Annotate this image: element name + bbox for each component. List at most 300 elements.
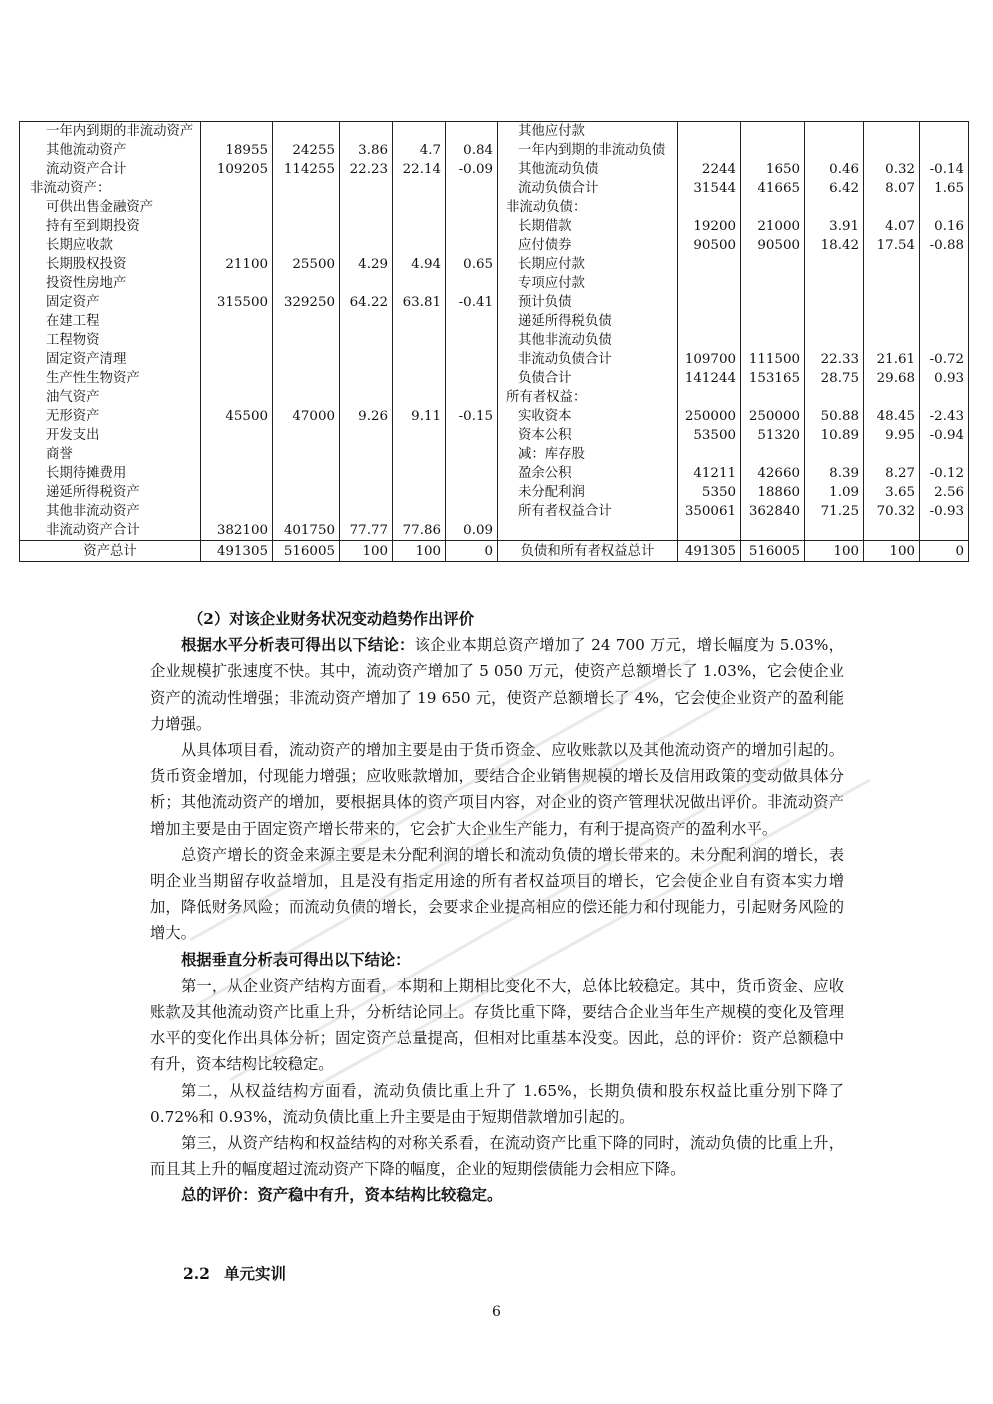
item-name-cell: 油气资产 — [20, 388, 201, 407]
value-cell — [864, 331, 920, 350]
value-cell: 70.32 — [864, 502, 920, 521]
value-cell: 10.89 — [805, 426, 864, 445]
value-cell — [273, 179, 340, 198]
item-name-cell: 流动资产合计 — [20, 160, 201, 179]
value-cell — [805, 388, 864, 407]
value-cell: 0.65 — [446, 255, 498, 274]
value-cell — [805, 293, 864, 312]
value-cell — [340, 198, 393, 217]
subsection-heading: （2）对该企业财务状况变动趋势作出评价 — [188, 610, 474, 628]
value-cell — [446, 274, 498, 293]
section-number: 2.2 — [183, 1264, 210, 1283]
section-heading — [183, 1262, 300, 1284]
item-name-cell: 应付债券 — [498, 236, 678, 255]
item-name-cell: 无形资产 — [20, 407, 201, 426]
item-name-cell: 其他非流动负债 — [498, 331, 678, 350]
value-cell: 3.86 — [340, 141, 393, 160]
value-cell — [340, 179, 393, 198]
item-name-cell: 投资性房地产 — [20, 274, 201, 293]
value-cell: 22.14 — [393, 160, 446, 179]
value-cell — [393, 445, 446, 464]
value-cell: 315500 — [201, 293, 273, 312]
table-row — [20, 407, 969, 426]
table-row — [20, 141, 969, 160]
value-cell: 382100 — [201, 521, 273, 541]
value-cell: 17.54 — [864, 236, 920, 255]
value-cell — [446, 198, 498, 217]
value-cell — [273, 122, 340, 142]
table-row — [20, 388, 969, 407]
item-name-cell: 持有至到期投资 — [20, 217, 201, 236]
value-cell — [340, 502, 393, 521]
table-row — [20, 521, 969, 541]
value-cell — [393, 369, 446, 388]
table-row — [20, 217, 969, 236]
value-cell — [741, 122, 805, 142]
value-cell — [678, 122, 741, 142]
value-cell — [446, 464, 498, 483]
item-name-cell: 固定资产 — [20, 293, 201, 312]
value-cell — [864, 388, 920, 407]
item-name-cell: 非流动资产合计 — [20, 521, 201, 541]
paragraph-specific-items: 从具体项目看，流动资产的增加主要是由于货币资金、应收账款以及其他流动资产的增加引起的。货币资金增加，付现能力增强；应收账款增加，要结合企业销售规模的增长及信用政策的变动做具体分析；其他流动资产的增加，要根据具体的资产项目内容，对企业的资产管理状况做出评价。非流动资产增加主要是由于固定资产增长带来的，它会扩大企业生产能力，有利于提高资产的盈利水平。 — [150, 741, 844, 838]
value-cell — [920, 141, 969, 160]
value-cell — [805, 331, 864, 350]
value-cell — [393, 464, 446, 483]
value-cell: -0.94 — [920, 426, 969, 445]
item-name-cell: 非流动负债： — [498, 198, 678, 217]
item-name-cell: 其他流动资产 — [20, 141, 201, 160]
value-cell — [864, 445, 920, 464]
value-cell — [273, 350, 340, 369]
value-cell: 64.22 — [340, 293, 393, 312]
value-cell: 8.27 — [864, 464, 920, 483]
item-name-cell: 专项应付款 — [498, 274, 678, 293]
value-cell: 100 — [805, 541, 864, 562]
value-cell: 516005 — [273, 541, 340, 562]
value-cell — [393, 331, 446, 350]
value-cell — [920, 521, 969, 541]
value-cell — [741, 255, 805, 274]
table-row — [20, 293, 969, 312]
value-cell: 362840 — [741, 502, 805, 521]
value-cell: 77.77 — [340, 521, 393, 541]
table-total-row — [20, 541, 969, 562]
value-cell: 9.95 — [864, 426, 920, 445]
value-cell — [201, 217, 273, 236]
value-cell: -2.43 — [920, 407, 969, 426]
value-cell: 18955 — [201, 141, 273, 160]
value-cell — [273, 426, 340, 445]
value-cell — [201, 464, 273, 483]
value-cell: 0.46 — [805, 160, 864, 179]
value-cell — [446, 483, 498, 502]
value-cell: 51320 — [741, 426, 805, 445]
table-row — [20, 369, 969, 388]
item-name-cell: 一年内到期的非流动资产 — [20, 122, 201, 142]
value-cell: 250000 — [678, 407, 741, 426]
value-cell: 3.65 — [864, 483, 920, 502]
value-cell — [393, 217, 446, 236]
value-cell — [340, 217, 393, 236]
value-cell: 350061 — [678, 502, 741, 521]
value-cell: 31544 — [678, 179, 741, 198]
item-name-cell: 一年内到期的非流动负债 — [498, 141, 678, 160]
value-cell — [273, 236, 340, 255]
value-cell — [446, 388, 498, 407]
value-cell — [864, 312, 920, 331]
value-cell: 1.65 — [920, 179, 969, 198]
value-cell — [201, 388, 273, 407]
value-cell: 329250 — [273, 293, 340, 312]
table-row — [20, 464, 969, 483]
value-cell — [741, 445, 805, 464]
value-cell: 90500 — [741, 236, 805, 255]
value-cell — [340, 331, 393, 350]
value-cell — [741, 521, 805, 541]
value-cell — [920, 255, 969, 274]
value-cell — [446, 426, 498, 445]
value-cell — [273, 217, 340, 236]
value-cell — [340, 350, 393, 369]
value-cell — [340, 464, 393, 483]
value-cell — [273, 502, 340, 521]
value-cell: 0 — [920, 541, 969, 562]
paragraph-equity-structure: 第二，从权益结构方面看，流动负债比重上升了 1.65%，长期负债和股东权益比重分别下降了 0.72%和 0.93%，流动负债比重上升主要是由于短期借款增加引起的。 — [150, 1081, 844, 1126]
value-cell: 0.09 — [446, 521, 498, 541]
value-cell — [393, 198, 446, 217]
value-cell — [678, 198, 741, 217]
value-cell: 109700 — [678, 350, 741, 369]
value-cell: 8.39 — [805, 464, 864, 483]
item-name-cell: 长期股权投资 — [20, 255, 201, 274]
paragraph-horizontal-analysis — [150, 632, 844, 737]
value-cell — [805, 141, 864, 160]
value-cell: 28.75 — [805, 369, 864, 388]
value-cell — [864, 122, 920, 142]
value-cell — [393, 483, 446, 502]
item-name-cell: 其他流动负债 — [498, 160, 678, 179]
table-body — [20, 122, 969, 562]
item-name-cell: 未分配利润 — [498, 483, 678, 502]
value-cell — [741, 141, 805, 160]
value-cell — [201, 122, 273, 142]
item-name-cell: 长期应收款 — [20, 236, 201, 255]
value-cell — [678, 141, 741, 160]
value-cell — [340, 388, 393, 407]
value-cell: -0.12 — [920, 464, 969, 483]
value-cell — [920, 274, 969, 293]
value-cell: 22.23 — [340, 160, 393, 179]
table-row — [20, 179, 969, 198]
table-row — [20, 483, 969, 502]
value-cell: 0.32 — [864, 160, 920, 179]
value-cell — [446, 445, 498, 464]
value-cell — [446, 312, 498, 331]
value-cell: 48.45 — [864, 407, 920, 426]
value-cell: 9.11 — [393, 407, 446, 426]
value-cell: 42660 — [741, 464, 805, 483]
value-cell — [805, 521, 864, 541]
value-cell: -0.88 — [920, 236, 969, 255]
value-cell: 41211 — [678, 464, 741, 483]
table-row — [20, 331, 969, 350]
value-cell: 100 — [393, 541, 446, 562]
value-cell: 100 — [864, 541, 920, 562]
value-cell — [446, 331, 498, 350]
item-name-cell: 生产性生物资产 — [20, 369, 201, 388]
value-cell: 22.33 — [805, 350, 864, 369]
value-cell: 0.16 — [920, 217, 969, 236]
value-cell — [201, 274, 273, 293]
value-cell — [201, 198, 273, 217]
value-cell — [446, 217, 498, 236]
value-cell — [393, 236, 446, 255]
value-cell — [340, 312, 393, 331]
value-cell — [273, 445, 340, 464]
value-cell: 41665 — [741, 179, 805, 198]
value-cell: 90500 — [678, 236, 741, 255]
item-name-cell: 负债合计 — [498, 369, 678, 388]
balance-sheet-analysis-table — [19, 121, 969, 562]
value-cell — [273, 483, 340, 502]
value-cell: 2244 — [678, 160, 741, 179]
value-cell — [920, 445, 969, 464]
value-cell — [340, 426, 393, 445]
value-cell: 19200 — [678, 217, 741, 236]
value-cell: 9.26 — [340, 407, 393, 426]
horizontal-analysis-body: 该企业本期总资产增加了 24 700 万元，增长幅度为 5.03%，企业规模扩张速度不快。其中，流动资产增加了 5 050 万元，使资产总额增长了 1.03%，它会使企业资产的流动性增强；非流动资产增加了 19 650 元，使资产总额增长了 4%，它会使企业资产的盈利能力增强。 — [150, 636, 844, 733]
value-cell — [340, 445, 393, 464]
item-name-cell: 所有者权益： — [498, 388, 678, 407]
value-cell — [446, 179, 498, 198]
table-row — [20, 502, 969, 521]
value-cell — [741, 198, 805, 217]
item-name-cell: 其他非流动资产 — [20, 502, 201, 521]
page-number: 6 — [492, 1304, 501, 1320]
value-cell: 100 — [340, 541, 393, 562]
value-cell — [273, 388, 340, 407]
value-cell — [273, 274, 340, 293]
value-cell — [741, 274, 805, 293]
value-cell — [678, 445, 741, 464]
value-cell — [446, 122, 498, 142]
value-cell: 250000 — [741, 407, 805, 426]
value-cell: 21.61 — [864, 350, 920, 369]
value-cell: 4.29 — [340, 255, 393, 274]
value-cell — [741, 293, 805, 312]
table-row — [20, 122, 969, 142]
table-row — [20, 426, 969, 445]
value-cell — [273, 464, 340, 483]
value-cell: 50.88 — [805, 407, 864, 426]
value-cell — [805, 312, 864, 331]
value-cell — [678, 312, 741, 331]
item-name-cell: 固定资产清理 — [20, 350, 201, 369]
table-row — [20, 236, 969, 255]
value-cell — [201, 312, 273, 331]
value-cell: 5350 — [678, 483, 741, 502]
item-name-cell: 流动负债合计 — [498, 179, 678, 198]
item-name-cell: 工程物资 — [20, 331, 201, 350]
value-cell — [864, 293, 920, 312]
value-cell — [805, 122, 864, 142]
value-cell — [340, 274, 393, 293]
item-name-cell: 其他应付款 — [498, 122, 678, 142]
value-cell — [678, 293, 741, 312]
value-cell: 24255 — [273, 141, 340, 160]
value-cell — [273, 369, 340, 388]
value-cell — [678, 331, 741, 350]
paragraph-funding-sources: 总资产增长的资金来源主要是未分配利润的增长和流动负债的增长带来的。未分配利润的增长，表明企业当期留存收益增加，且是没有指定用途的所有者权益项目的增长，它会使企业自有资本实力增加，降低财务风险；而流动负债的增长，会要求企业提高相应的偿还能力和付现能力，引起财务风险的增大。 — [150, 845, 844, 943]
value-cell: 401750 — [273, 521, 340, 541]
value-cell — [446, 236, 498, 255]
item-name-cell: 长期借款 — [498, 217, 678, 236]
value-cell — [864, 255, 920, 274]
item-name-cell — [498, 521, 678, 541]
value-cell — [805, 255, 864, 274]
item-name-cell: 开发支出 — [20, 426, 201, 445]
value-cell — [920, 122, 969, 142]
analysis-text — [150, 606, 844, 1209]
value-cell: 1.09 — [805, 483, 864, 502]
value-cell — [864, 198, 920, 217]
table-row — [20, 255, 969, 274]
value-cell: 18.42 — [805, 236, 864, 255]
value-cell — [201, 483, 273, 502]
value-cell — [920, 388, 969, 407]
value-cell: 6.42 — [805, 179, 864, 198]
value-cell — [201, 445, 273, 464]
value-cell — [393, 179, 446, 198]
value-cell: -0.72 — [920, 350, 969, 369]
value-cell: 77.86 — [393, 521, 446, 541]
item-name-cell: 负债和所有者权益总计 — [498, 541, 678, 562]
table-row — [20, 350, 969, 369]
value-cell: 153165 — [741, 369, 805, 388]
item-name-cell: 非流动资产： — [20, 179, 201, 198]
value-cell — [393, 274, 446, 293]
paragraph-symmetry: 第三，从资产结构和权益结构的对称关系看，在流动资产比重下降的同时，流动负债的比重上升，而且其上升的幅度超过流动资产下降的幅度，企业的短期偿债能力会相应下降。 — [150, 1134, 844, 1179]
value-cell — [201, 369, 273, 388]
value-cell: -0.41 — [446, 293, 498, 312]
paragraph-asset-structure: 第一，从企业资产结构方面看，本期和上期相比变化不大，总体比较稳定。其中，货币资金、应收账款及其他流动资产比重上升，分析结论同上。存货比重下降，要结合企业当年生产规模的变化及管理水平的变化作出具体分析；固定资产总量提高，但相对比重基本没变。因此，总的评价：资产总额稳中有升，资本结构比较稳定。 — [150, 976, 844, 1074]
item-name-cell: 长期待摊费用 — [20, 464, 201, 483]
item-name-cell: 长期应付款 — [498, 255, 678, 274]
value-cell — [920, 312, 969, 331]
value-cell: -0.93 — [920, 502, 969, 521]
value-cell — [393, 312, 446, 331]
value-cell — [446, 369, 498, 388]
value-cell: 47000 — [273, 407, 340, 426]
value-cell: 29.68 — [864, 369, 920, 388]
table-row — [20, 445, 969, 464]
value-cell: 114255 — [273, 160, 340, 179]
value-cell — [273, 312, 340, 331]
value-cell: 21000 — [741, 217, 805, 236]
value-cell: 4.07 — [864, 217, 920, 236]
value-cell — [393, 426, 446, 445]
item-name-cell: 资产总计 — [20, 541, 201, 562]
value-cell — [920, 293, 969, 312]
value-cell — [805, 445, 864, 464]
value-cell — [393, 502, 446, 521]
value-cell: 0.93 — [920, 369, 969, 388]
value-cell — [201, 331, 273, 350]
value-cell: 21100 — [201, 255, 273, 274]
value-cell: 491305 — [678, 541, 741, 562]
item-name-cell: 资本公积 — [498, 426, 678, 445]
value-cell: 4.94 — [393, 255, 446, 274]
value-cell: 53500 — [678, 426, 741, 445]
value-cell — [201, 179, 273, 198]
overall-evaluation: 总的评价：资产稳中有升，资本结构比较稳定。 — [181, 1186, 503, 1205]
item-name-cell: 递延所得税资产 — [20, 483, 201, 502]
table-row — [20, 312, 969, 331]
item-name-cell: 商誉 — [20, 445, 201, 464]
value-cell — [201, 426, 273, 445]
item-name-cell: 所有者权益合计 — [498, 502, 678, 521]
value-cell — [340, 122, 393, 142]
value-cell: 8.07 — [864, 179, 920, 198]
item-name-cell: 盈余公积 — [498, 464, 678, 483]
value-cell: 4.7 — [393, 141, 446, 160]
value-cell — [864, 274, 920, 293]
value-cell — [741, 331, 805, 350]
item-name-cell: 预计负债 — [498, 293, 678, 312]
value-cell — [920, 331, 969, 350]
value-cell: 63.81 — [393, 293, 446, 312]
value-cell: 0 — [446, 541, 498, 562]
value-cell — [805, 274, 864, 293]
value-cell — [678, 388, 741, 407]
value-cell: 2.56 — [920, 483, 969, 502]
item-name-cell: 实收资本 — [498, 407, 678, 426]
section-title: 单元实训 — [223, 1264, 286, 1283]
value-cell — [340, 483, 393, 502]
value-cell — [678, 274, 741, 293]
value-cell — [864, 141, 920, 160]
value-cell: 111500 — [741, 350, 805, 369]
value-cell — [340, 236, 393, 255]
item-name-cell: 非流动负债合计 — [498, 350, 678, 369]
value-cell: 45500 — [201, 407, 273, 426]
value-cell — [920, 198, 969, 217]
value-cell — [864, 521, 920, 541]
value-cell — [741, 312, 805, 331]
value-cell — [446, 350, 498, 369]
value-cell — [273, 331, 340, 350]
value-cell — [393, 122, 446, 142]
item-name-cell: 在建工程 — [20, 312, 201, 331]
value-cell: 18860 — [741, 483, 805, 502]
value-cell: -0.14 — [920, 160, 969, 179]
value-cell — [393, 388, 446, 407]
value-cell: 141244 — [678, 369, 741, 388]
value-cell — [805, 198, 864, 217]
value-cell: 516005 — [741, 541, 805, 562]
vertical-analysis-lead: 根据垂直分析表可得出以下结论： — [181, 950, 411, 969]
value-cell — [201, 502, 273, 521]
item-name-cell: 可供出售金融资产 — [20, 198, 201, 217]
horizontal-analysis-lead: 根据水平分析表可得出以下结论： — [181, 636, 415, 655]
table-row — [20, 198, 969, 217]
value-cell — [201, 350, 273, 369]
value-cell: 25500 — [273, 255, 340, 274]
table-row — [20, 160, 969, 179]
value-cell: 0.84 — [446, 141, 498, 160]
item-name-cell: 减：库存股 — [498, 445, 678, 464]
